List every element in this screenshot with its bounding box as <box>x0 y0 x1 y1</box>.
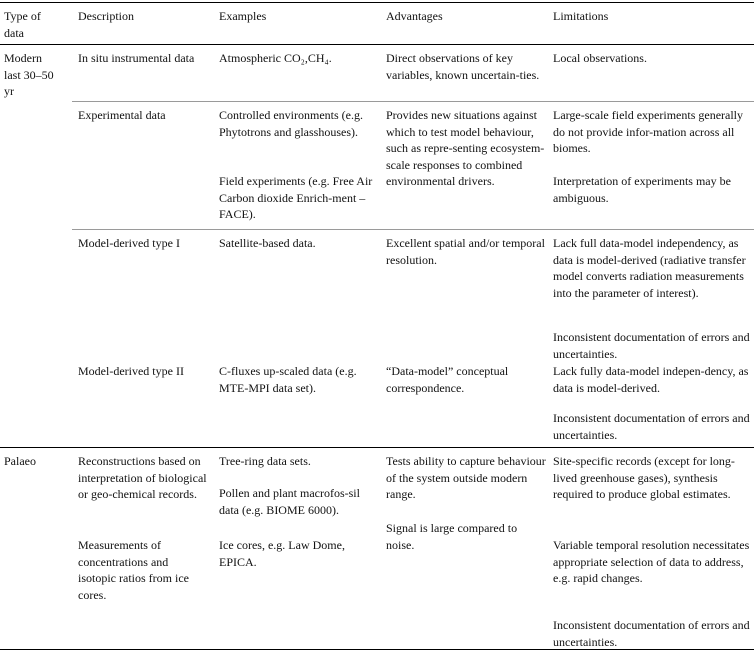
header-description: Description <box>78 9 134 23</box>
header-advantages: Advantages <box>386 9 443 23</box>
row-divider <box>72 229 754 230</box>
header-examples: Examples <box>219 9 267 23</box>
palaeo-advantages: Tests ability to capture behaviour of the system outside modern range. <box>386 454 546 501</box>
in-situ-advantages: Direct observations of key variables, known uncertain-ties. <box>386 51 540 82</box>
model-type-2-description: Model-derived type II <box>78 364 184 378</box>
model-type-1-examples: Satellite-based data. <box>219 236 316 250</box>
in-situ-description: In situ instrumental data <box>78 51 195 65</box>
table-top-rule <box>0 2 754 3</box>
type-palaeo: Palaeo <box>4 454 36 468</box>
experimental-examples: Controlled environments (e.g. Phytotrons and glasshouses). <box>219 108 363 139</box>
row-divider <box>72 101 754 102</box>
model-type-2-limitations: Lack fully data-model indepen-dency, as data is model-derived. <box>553 364 749 395</box>
header-type-of-data: Type of data <box>4 9 41 40</box>
experimental-advantages: Provides new situations against which to test model behaviour, such as repre-senting ecosystem-scale responses to combined environmental drivers. <box>386 108 545 188</box>
model-type-2-advantages: “Data-model” conceptual correspondence. <box>386 364 509 395</box>
palaeo-limitations: Site-specific records (except for long-lived greenhouse gases), synthesis required to produce global estimates. <box>553 454 735 501</box>
palaeo-limitations: Variable temporal resolution necessitates appropriate selection of data to address, e.g. rapid changes. <box>553 538 750 585</box>
palaeo-limitations: Inconsistent documentation of errors and uncertainties. <box>553 618 750 649</box>
model-type-1-advantages: Excellent spatial and/or temporal resolution. <box>386 236 545 267</box>
model-type-1-limitations: Lack full data-model independency, as data is model-derived (radiative transfer model converts radiation measurements into the parameter of interest). <box>553 236 746 300</box>
experimental-description: Experimental data <box>78 108 166 122</box>
type-modern: Modern last 30–50 yr <box>4 51 54 98</box>
section-rule <box>0 447 754 448</box>
header-rule <box>0 44 754 45</box>
experimental-examples: Field experiments (e.g. Free Air Carbon dioxide Enrich-ment – FACE). <box>219 174 373 221</box>
experimental-limitations: Interpretation of experiments may be ambiguous. <box>553 174 731 205</box>
palaeo-description: Reconstructions based on interpretation of biological or geo-chemical records. <box>78 454 207 501</box>
in-situ-examples: Atmospheric CO₂,CH₄. <box>219 51 332 65</box>
model-type-1-description: Model-derived type I <box>78 236 180 250</box>
palaeo-description: Measurements of concentrations and isotopic ratios from ice cores. <box>78 538 189 602</box>
model-type-1-limitations: Inconsistent documentation of errors and uncertainties. <box>553 330 750 361</box>
experimental-limitations: Large-scale field experiments generally do not provide infor-mation across all biomes. <box>553 108 744 155</box>
model-type-2-limitations: Inconsistent documentation of errors and uncertainties. <box>553 411 750 442</box>
palaeo-examples: Ice cores, e.g. Law Dome, EPICA. <box>219 538 345 569</box>
palaeo-advantages: Signal is large compared to noise. <box>386 521 518 552</box>
palaeo-examples: Tree-ring data sets. <box>219 454 311 468</box>
model-type-2-examples: C-fluxes up-scaled data (e.g. MTE-MPI data set). <box>219 364 357 395</box>
header-limitations: Limitations <box>553 9 609 23</box>
in-situ-limitations: Local observations. <box>553 51 647 65</box>
palaeo-examples: Pollen and plant macrofos-sil data (e.g. BIOME 6000). <box>219 486 360 517</box>
